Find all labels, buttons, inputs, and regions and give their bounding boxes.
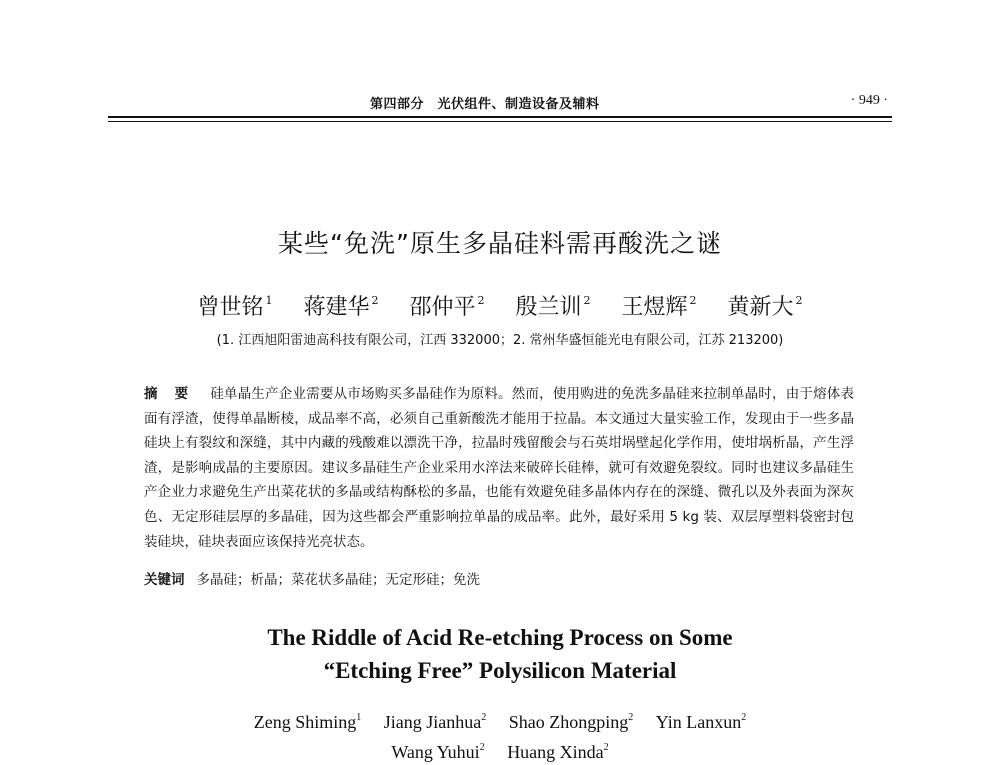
abstract-label: 摘 要 bbox=[144, 386, 195, 402]
chinese-author: 黄新大 $^2$ bbox=[727, 294, 803, 320]
english-title-line2: “Etching Free” Polysilicon Material bbox=[323, 658, 677, 683]
chinese-author: 殷兰训 $^2$ bbox=[515, 294, 591, 320]
keywords-label: 关键词 bbox=[144, 572, 185, 588]
header-rule-thick bbox=[108, 116, 892, 118]
english-author: Wang Yuhui$^2$ bbox=[391, 742, 485, 762]
header-section-title: 第四部分 光伏组件、制造设备及辅料 bbox=[370, 97, 600, 112]
english-author: Zeng Shiming$^1$ bbox=[253, 712, 362, 732]
english-author: Jiang Jianhua$^2$ bbox=[383, 712, 487, 732]
header-rule-thin bbox=[108, 121, 892, 122]
chinese-author: 王煜辉 $^2$ bbox=[621, 294, 697, 320]
chinese-author: 邵仲平 $^2$ bbox=[409, 294, 485, 320]
english-authors bbox=[0, 705, 1000, 765]
chinese-author: 曾世铭 $^1$ bbox=[197, 294, 273, 320]
english-author: Huang Xinda$^2$ bbox=[507, 742, 609, 762]
chinese-title: 某些“免洗”原生多晶硅料需再酸洗之谜 bbox=[278, 229, 722, 258]
chinese-abstract bbox=[144, 382, 854, 554]
page-number: · 949 · bbox=[850, 93, 888, 108]
chinese-author: 蒋建华 $^2$ bbox=[303, 294, 379, 320]
english-title-line1: The Riddle of Acid Re-etching Process on Some bbox=[267, 625, 733, 650]
english-title bbox=[0, 621, 1000, 687]
keywords-text: 多晶硅；析晶；菜花状多晶硅；无定形硅；免洗 bbox=[196, 572, 480, 588]
english-authors-line2 bbox=[0, 735, 1000, 765]
english-author: Yin Lanxun$^2$ bbox=[655, 712, 747, 732]
abstract-text: 硅单晶生产企业需要从市场购买多晶硅作为原料。然而，使用购进的免洗多晶硅来拉制单晶时，由于熔体表面有浮渣，使得单晶断棱，成品率不高，必须自己重新酸洗才能用于拉晶。本文通过大量实验工作，发现由于一些多晶硅块上有裂纹和深缝，其中内藏的残酸难以漂洗干净，拉晶时残留酸会与石英坩埚壁起化学作用，使坩埚析晶，产生浮渣，是影响成晶的主要原因。建议多晶硅生产企业采用水淬法来破碎长硅棒，就可有效避免裂纹。同时也建议多晶硅生产企业力求避免生产出菜花状的多晶或结构酥松的多晶，也能有效避免硅多晶体内存在的深缝、微孔以及外表面为深灰色、无定形硅层厚的多晶硅，因为这些都会严重影响拉单晶的成品率。此外，最好采用 5 kg 装、双层厚塑料袋密封包装硅块，硅块表面应该保持光亮状态。 bbox=[144, 386, 855, 550]
running-header bbox=[108, 93, 892, 115]
chinese-affiliation: (1. 江西旭阳雷迪高科技有限公司，江西 332000；2. 常州华盛恒能光电有限公司，江苏 213200) bbox=[216, 333, 784, 348]
chinese-keywords bbox=[144, 568, 854, 588]
english-author: Shao Zhongping$^2$ bbox=[508, 712, 634, 732]
english-authors-line1 bbox=[0, 705, 1000, 735]
chinese-authors bbox=[0, 290, 1000, 321]
